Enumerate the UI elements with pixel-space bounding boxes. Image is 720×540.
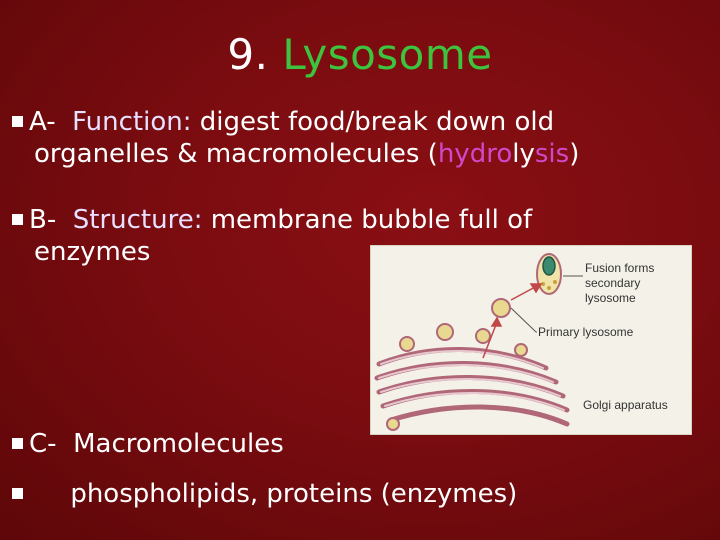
bullet-square-icon <box>12 488 23 499</box>
bullet-examples <box>12 478 517 510</box>
bullet-square-icon <box>12 116 23 127</box>
pathway-arrows <box>483 284 541 358</box>
highlight-hydro: hydro <box>437 139 513 169</box>
highlight-sis: sis <box>534 139 570 169</box>
secondary-lysosome-shape <box>537 254 561 294</box>
title-word: Lysosome <box>282 30 493 79</box>
bullet-macromolecules <box>12 428 284 460</box>
bullet-square-icon <box>12 214 23 225</box>
primary-lysosome-shape <box>492 299 510 317</box>
text-ly: ly <box>512 139 535 169</box>
bullet-continuation: enzymes <box>34 237 151 267</box>
lysosome-diagram <box>370 245 692 435</box>
bullet-label: Structure: <box>72 205 203 235</box>
bullet-text-line2: organelles & macromolecules ( <box>34 139 438 169</box>
label-fusion-line3: lysosome <box>585 291 636 305</box>
bullet-marker: A- <box>29 107 56 137</box>
slide-title <box>0 30 720 79</box>
text-close-paren: ) <box>569 139 580 169</box>
bullet-marker: B- <box>29 205 57 235</box>
lysosome-diagram-svg <box>371 246 691 434</box>
label-fusion-line2: secondary <box>585 276 641 290</box>
bullet-function <box>12 106 579 170</box>
bullet-square-icon <box>12 438 23 449</box>
bullet-text: phospholipids, proteins (enzymes) <box>70 479 518 509</box>
label-golgi-apparatus: Golgi apparatus <box>583 398 668 412</box>
bullet-label: Function: <box>72 107 192 137</box>
bullet-text: membrane bubble full of <box>210 205 533 235</box>
bullet-text: digest food/break down old <box>199 107 555 137</box>
bullet-continuation <box>12 138 579 170</box>
bullet-marker: C- <box>29 429 57 459</box>
label-primary-lysosome: Primary lysosome <box>538 325 634 339</box>
bullet-text: Macromolecules <box>73 429 284 459</box>
title-number: 9. <box>227 30 269 79</box>
golgi-apparatus-shape <box>377 349 567 424</box>
label-fusion-line1: Fusion forms <box>585 261 655 275</box>
